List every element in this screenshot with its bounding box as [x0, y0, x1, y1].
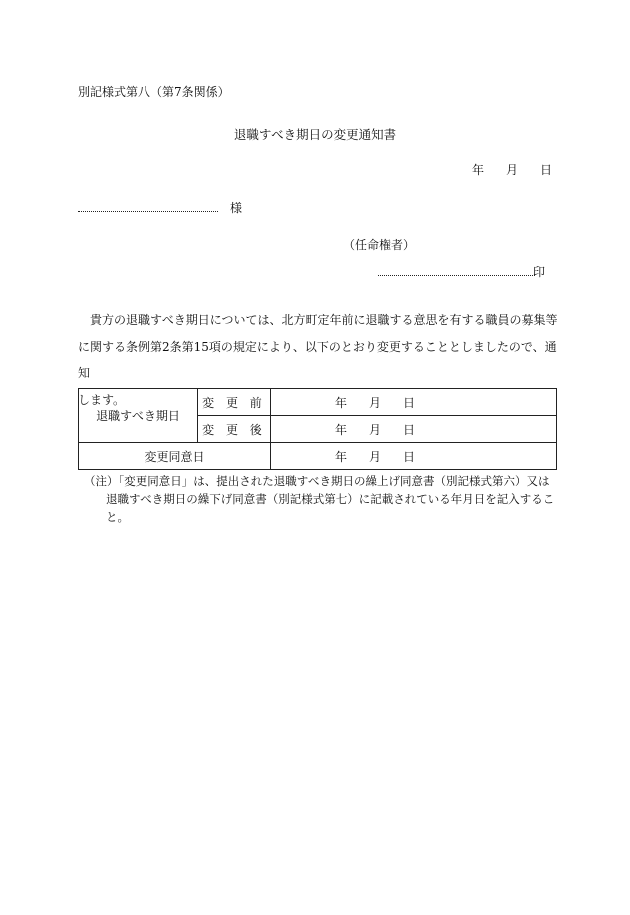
after-month-label: 月: [369, 422, 382, 437]
note-line-1: [84, 472, 560, 490]
recipient-honorific: 様: [230, 201, 243, 215]
body-line-1: 貴方の退職すべき期日については、北方町定年前に退職する意思を有する職員の募集等: [90, 313, 558, 327]
retirement-date-table: [78, 388, 557, 470]
after-day-label: 日: [403, 422, 416, 437]
note-line-3: と。: [106, 510, 129, 524]
note-line-2: 退職すべき期日の繰下げ同意書（別記様式第七）に記載されている年月日を記入するこ: [106, 492, 555, 506]
consent-date: [271, 443, 557, 470]
date-month-label: 月: [506, 163, 519, 177]
appointer-label: （任命権者）: [343, 238, 416, 252]
before-change-date: [271, 389, 557, 416]
date-year-label: 年: [472, 163, 485, 177]
document-title: 退職すべき期日の変更通知書: [233, 127, 397, 142]
note-text-1: 「変更同意日」は、提出された退職すべき期日の繰上げ同意書（別記様式第六）又は: [118, 474, 550, 488]
after-year-label: 年: [335, 422, 348, 437]
before-change-label: 変 更 前: [198, 389, 271, 416]
consent-date-label: 変更同意日: [79, 443, 271, 470]
before-month-label: 月: [369, 395, 382, 410]
retirement-date-label: 退職すべき期日: [79, 389, 198, 443]
consent-month-label: 月: [369, 449, 382, 464]
before-day-label: 日: [403, 395, 416, 410]
after-change-date: [271, 416, 557, 443]
table-row-consent: [79, 443, 557, 470]
note-prefix: （注）: [84, 474, 119, 488]
consent-day-label: 日: [403, 449, 416, 464]
consent-year-label: 年: [335, 449, 348, 464]
before-year-label: 年: [335, 395, 348, 410]
issue-date: [472, 161, 552, 178]
recipient-name-line: [78, 211, 218, 212]
seal-mark: 印: [533, 265, 546, 279]
body-line-2: に関する条例第2条第15項の規定により、以下のとおり変更することとしましたので、通知: [78, 339, 557, 380]
body-line-3: します。: [78, 392, 126, 407]
date-day-label: 日: [540, 163, 553, 177]
appointer-name-line: [378, 275, 535, 276]
after-change-label: 変 更 後: [198, 416, 271, 443]
form-number: 別記様式第八（第7条関係）: [78, 85, 230, 99]
table-row-before: [79, 389, 557, 416]
footnote: [84, 472, 560, 526]
